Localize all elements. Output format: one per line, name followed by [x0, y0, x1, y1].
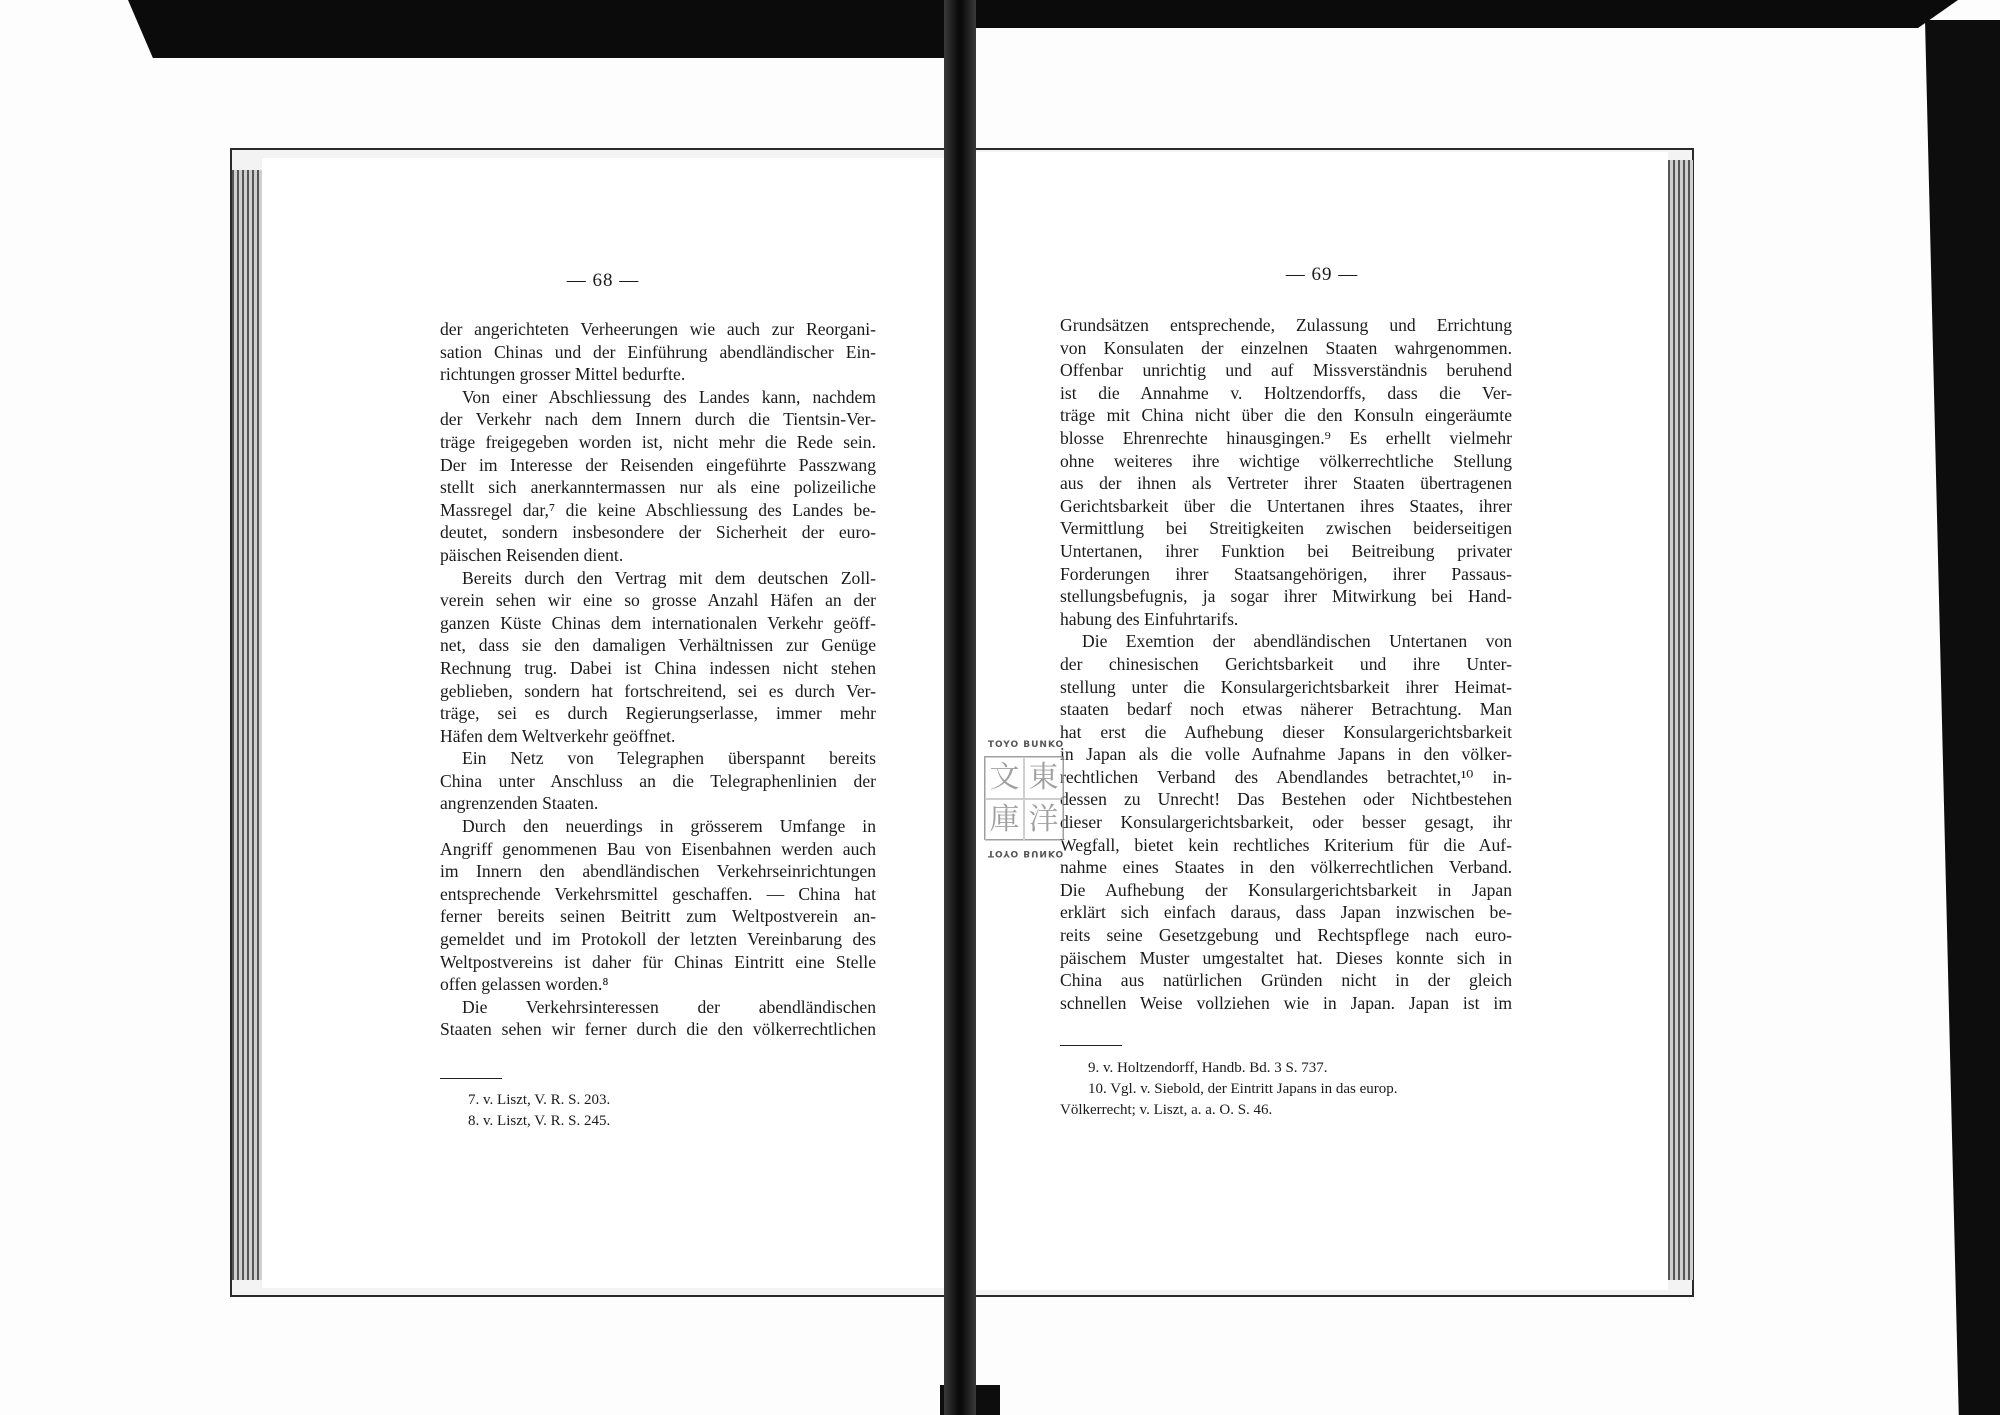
footnote-rule — [1060, 1045, 1122, 1046]
text-line: Ein Netz von Telegraphen überspannt bereits — [462, 748, 876, 769]
text-line: der chinesischen Gerichtsbarkeit und ihre Unter- — [1060, 653, 1512, 674]
text-line: dieser Konsulargerichtsbarkeit, oder besser gesagt, ihr — [1060, 812, 1512, 833]
text-line: verein sehen wir eine so grosse Anzahl Häfen an der — [440, 590, 876, 611]
page-number: — 69 — — [1285, 264, 1359, 285]
text-line: China unter Anschluss an die Telegraphenlinien der — [440, 770, 876, 791]
scan-border-top-right — [958, 0, 1958, 28]
text-line: reits seine Gesetzgebung und Rechtspflege nach euro- — [1060, 925, 1512, 946]
footnote: 9. v. Holtzendorff, Handb. Bd. 3 S. 737. — [1088, 1060, 1328, 1076]
footnote: Völkerrecht; v. Liszt, a. a. O. S. 46. — [1060, 1102, 1273, 1118]
text-line: gemeldet und im Protokoll der letzten Vereinbarung des — [440, 929, 876, 950]
text-line: offen gelassen worden.⁸ — [440, 974, 609, 995]
stamp-label: TOYO BUNKO — [987, 740, 1065, 750]
text-line: Staaten sehen wir ferner durch die den völkerrechtlichen — [440, 1019, 876, 1040]
body-text — [1060, 314, 1512, 1014]
footnote: 8. v. Liszt, V. R. S. 245. — [468, 1113, 611, 1129]
stamp-glyph: 洋 — [1024, 799, 1063, 841]
stamp-glyph: 東 — [1024, 757, 1063, 799]
text-line: Untertanen, ihrer Funktion bei Beitreibung privater — [1060, 540, 1512, 561]
text-line: stellt sich anerkanntermassen nur als eine polizeiliche — [440, 477, 876, 498]
text-line: stellung unter die Konsulargerichtsbarkeit ihrer Heimat- — [1060, 676, 1512, 697]
text-line: im Innern den abendländischen Verkehrseinrichtungen — [440, 861, 876, 882]
left-page — [262, 158, 944, 1288]
text-line: päischem Muster umgestaltet hat. Dieses konnte sich in — [1060, 947, 1512, 968]
text-line: Die Exemtion der abendländischen Untertanen von — [1082, 631, 1512, 652]
text-line: stellungsbefugnis, ja sogar ihrer Mitwirkung bei Hand- — [1060, 586, 1512, 607]
text-line: träge freigegeben worden ist, nicht mehr die Rede sein. — [440, 431, 876, 452]
stamp-label: TOYO BUNKO — [987, 848, 1065, 858]
text-line: dessen zu Unrecht! Das Bestehen oder Nichtbestehen — [1060, 789, 1512, 810]
text-line: von Konsulaten der einzelnen Staaten wahrgenommen. — [1060, 337, 1512, 358]
text-line: nahme eines Staates in den völkerrechtlichen Verband. — [1060, 857, 1512, 878]
body-text — [440, 318, 876, 1041]
text-line: Die Aufhebung der Konsulargerichtsbarkeit in Japan — [1060, 879, 1512, 900]
text-line: China aus natürlichen Gründen nicht in der gleich — [1060, 970, 1512, 991]
text-line: träge mit China nicht über die den Konsuln eingeräumte — [1060, 405, 1512, 426]
book-gutter — [944, 0, 976, 1415]
book-page-edges-right — [1665, 160, 1693, 1280]
text-line: Weltpostvereins ist daher für Chinas Eintritt eine Stelle — [440, 951, 876, 972]
text-line: Durch den neuerdings in grösserem Umfange in — [462, 816, 876, 837]
library-stamp — [976, 740, 1076, 858]
text-line: Der im Interesse der Reisenden eingeführte Passzwang — [440, 454, 876, 475]
text-line: geblieben, sondern hat fortschreitend, sei es durch Ver- — [440, 680, 876, 701]
page-number: — 68 — — [566, 270, 640, 291]
text-line: Von einer Abschliessung des Landes kann, nachdem — [462, 386, 876, 407]
text-line: erklärt sich einfach daraus, dass Japan inzwischen be- — [1060, 902, 1512, 923]
text-line: blosse Ehrenrechte hinausgingen.⁹ Es erhellt vielmehr — [1060, 427, 1512, 448]
text-line: rechtlichen Verband des Abendlandes betrachtet,¹⁰ in- — [1060, 766, 1512, 787]
stamp-glyph: 文 — [985, 757, 1024, 799]
text-line: päischen Reisenden dient. — [440, 544, 624, 565]
text-line: ohne weiteres ihre wichtige völkerrechtliche Stellung — [1060, 450, 1512, 471]
text-line: ferner bereits seinen Beitritt zum Weltpostverein an- — [440, 906, 876, 927]
text-line: Gerichtsbarkeit über die Untertanen ihres Staates, ihrer — [1060, 495, 1512, 516]
text-line: der Verkehr nach dem Innern durch die Tientsin-Ver- — [440, 409, 876, 430]
right-page — [976, 152, 1668, 1290]
text-line: entsprechende Verkehrsmittel geschaffen. — China hat — [440, 883, 876, 904]
text-line: Offenbar unrichtig und auf Missverständnis beruhend — [1060, 360, 1512, 381]
text-line: der angerichteten Verheerungen wie auch zur Reorgani- — [440, 319, 876, 339]
text-line: Angriff genommenen Bau von Eisenbahnen werden auch — [440, 838, 876, 859]
text-line: Forderungen ihrer Staatsangehörigen, ihrer Passaus- — [1060, 563, 1512, 584]
text-line: in Japan als die volle Aufnahme Japans in den völker- — [1060, 744, 1512, 765]
text-line: Häfen dem Weltverkehr geöffnet. — [440, 725, 676, 746]
text-line: träge, sei es durch Regierungserlasse, immer mehr — [440, 703, 876, 724]
text-line: Massregel dar,⁷ die keine Abschliessung des Landes be- — [440, 499, 876, 520]
footnote: 10. Vgl. v. Siebold, der Eintritt Japans in das europ. — [1088, 1081, 1398, 1097]
footnote: 7. v. Liszt, V. R. S. 203. — [468, 1092, 611, 1108]
text-line: net, dass sie den damaligen Verhältnissen zur Genüge — [440, 635, 876, 656]
book-page-edges-left — [232, 170, 262, 1280]
text-line: ganzen Küste Chinas dem internationalen Verkehr geöff- — [440, 612, 876, 633]
text-line: Grundsätzen entsprechende, Zulassung und Errichtung — [1060, 315, 1512, 335]
text-line: richtungen grosser Mittel bedurfte. — [440, 364, 686, 385]
text-line: Die Verkehrsinteressen der abendländischen — [462, 996, 876, 1017]
footnotes — [468, 1090, 868, 1132]
text-line: Vermittlung bei Streitigkeiten zwischen beiderseitigen — [1060, 518, 1512, 539]
text-line: sation Chinas und der Einführung abendländischer Ein- — [440, 341, 876, 362]
text-line: ist die Annahme v. Holtzendorffs, dass die Ver- — [1060, 382, 1512, 403]
text-line: aus der ihnen als Vertreter ihrer Staaten übertragenen — [1060, 473, 1512, 494]
text-line: Wegfall, bietet kein rechtliches Kriterium für die Auf- — [1060, 834, 1512, 855]
text-line: angrenzenden Staaten. — [440, 793, 599, 814]
text-line: deutet, sondern insbesondere der Sicherheit der euro- — [440, 522, 876, 543]
text-line: Rechnung trug. Dabei ist China indessen nicht stehen — [440, 657, 876, 678]
text-line: hat erst die Aufhebung dieser Konsulargerichtsbarkeit — [1060, 721, 1512, 742]
stamp-seal — [984, 756, 1064, 840]
scan-border-top-left — [128, 0, 958, 58]
text-line: habung des Einfuhrtarifs. — [1060, 608, 1239, 629]
text-line: staaten bedarf noch etwas näherer Betrachtung. Man — [1060, 699, 1512, 720]
text-line: schnellen Weise vollziehen wie in Japan. Japan ist im — [1060, 992, 1512, 1013]
text-line: Bereits durch den Vertrag mit dem deutschen Zoll- — [462, 567, 876, 588]
footnotes — [1060, 1058, 1518, 1121]
footnote-rule — [440, 1078, 502, 1079]
stamp-glyph: 庫 — [985, 799, 1024, 841]
